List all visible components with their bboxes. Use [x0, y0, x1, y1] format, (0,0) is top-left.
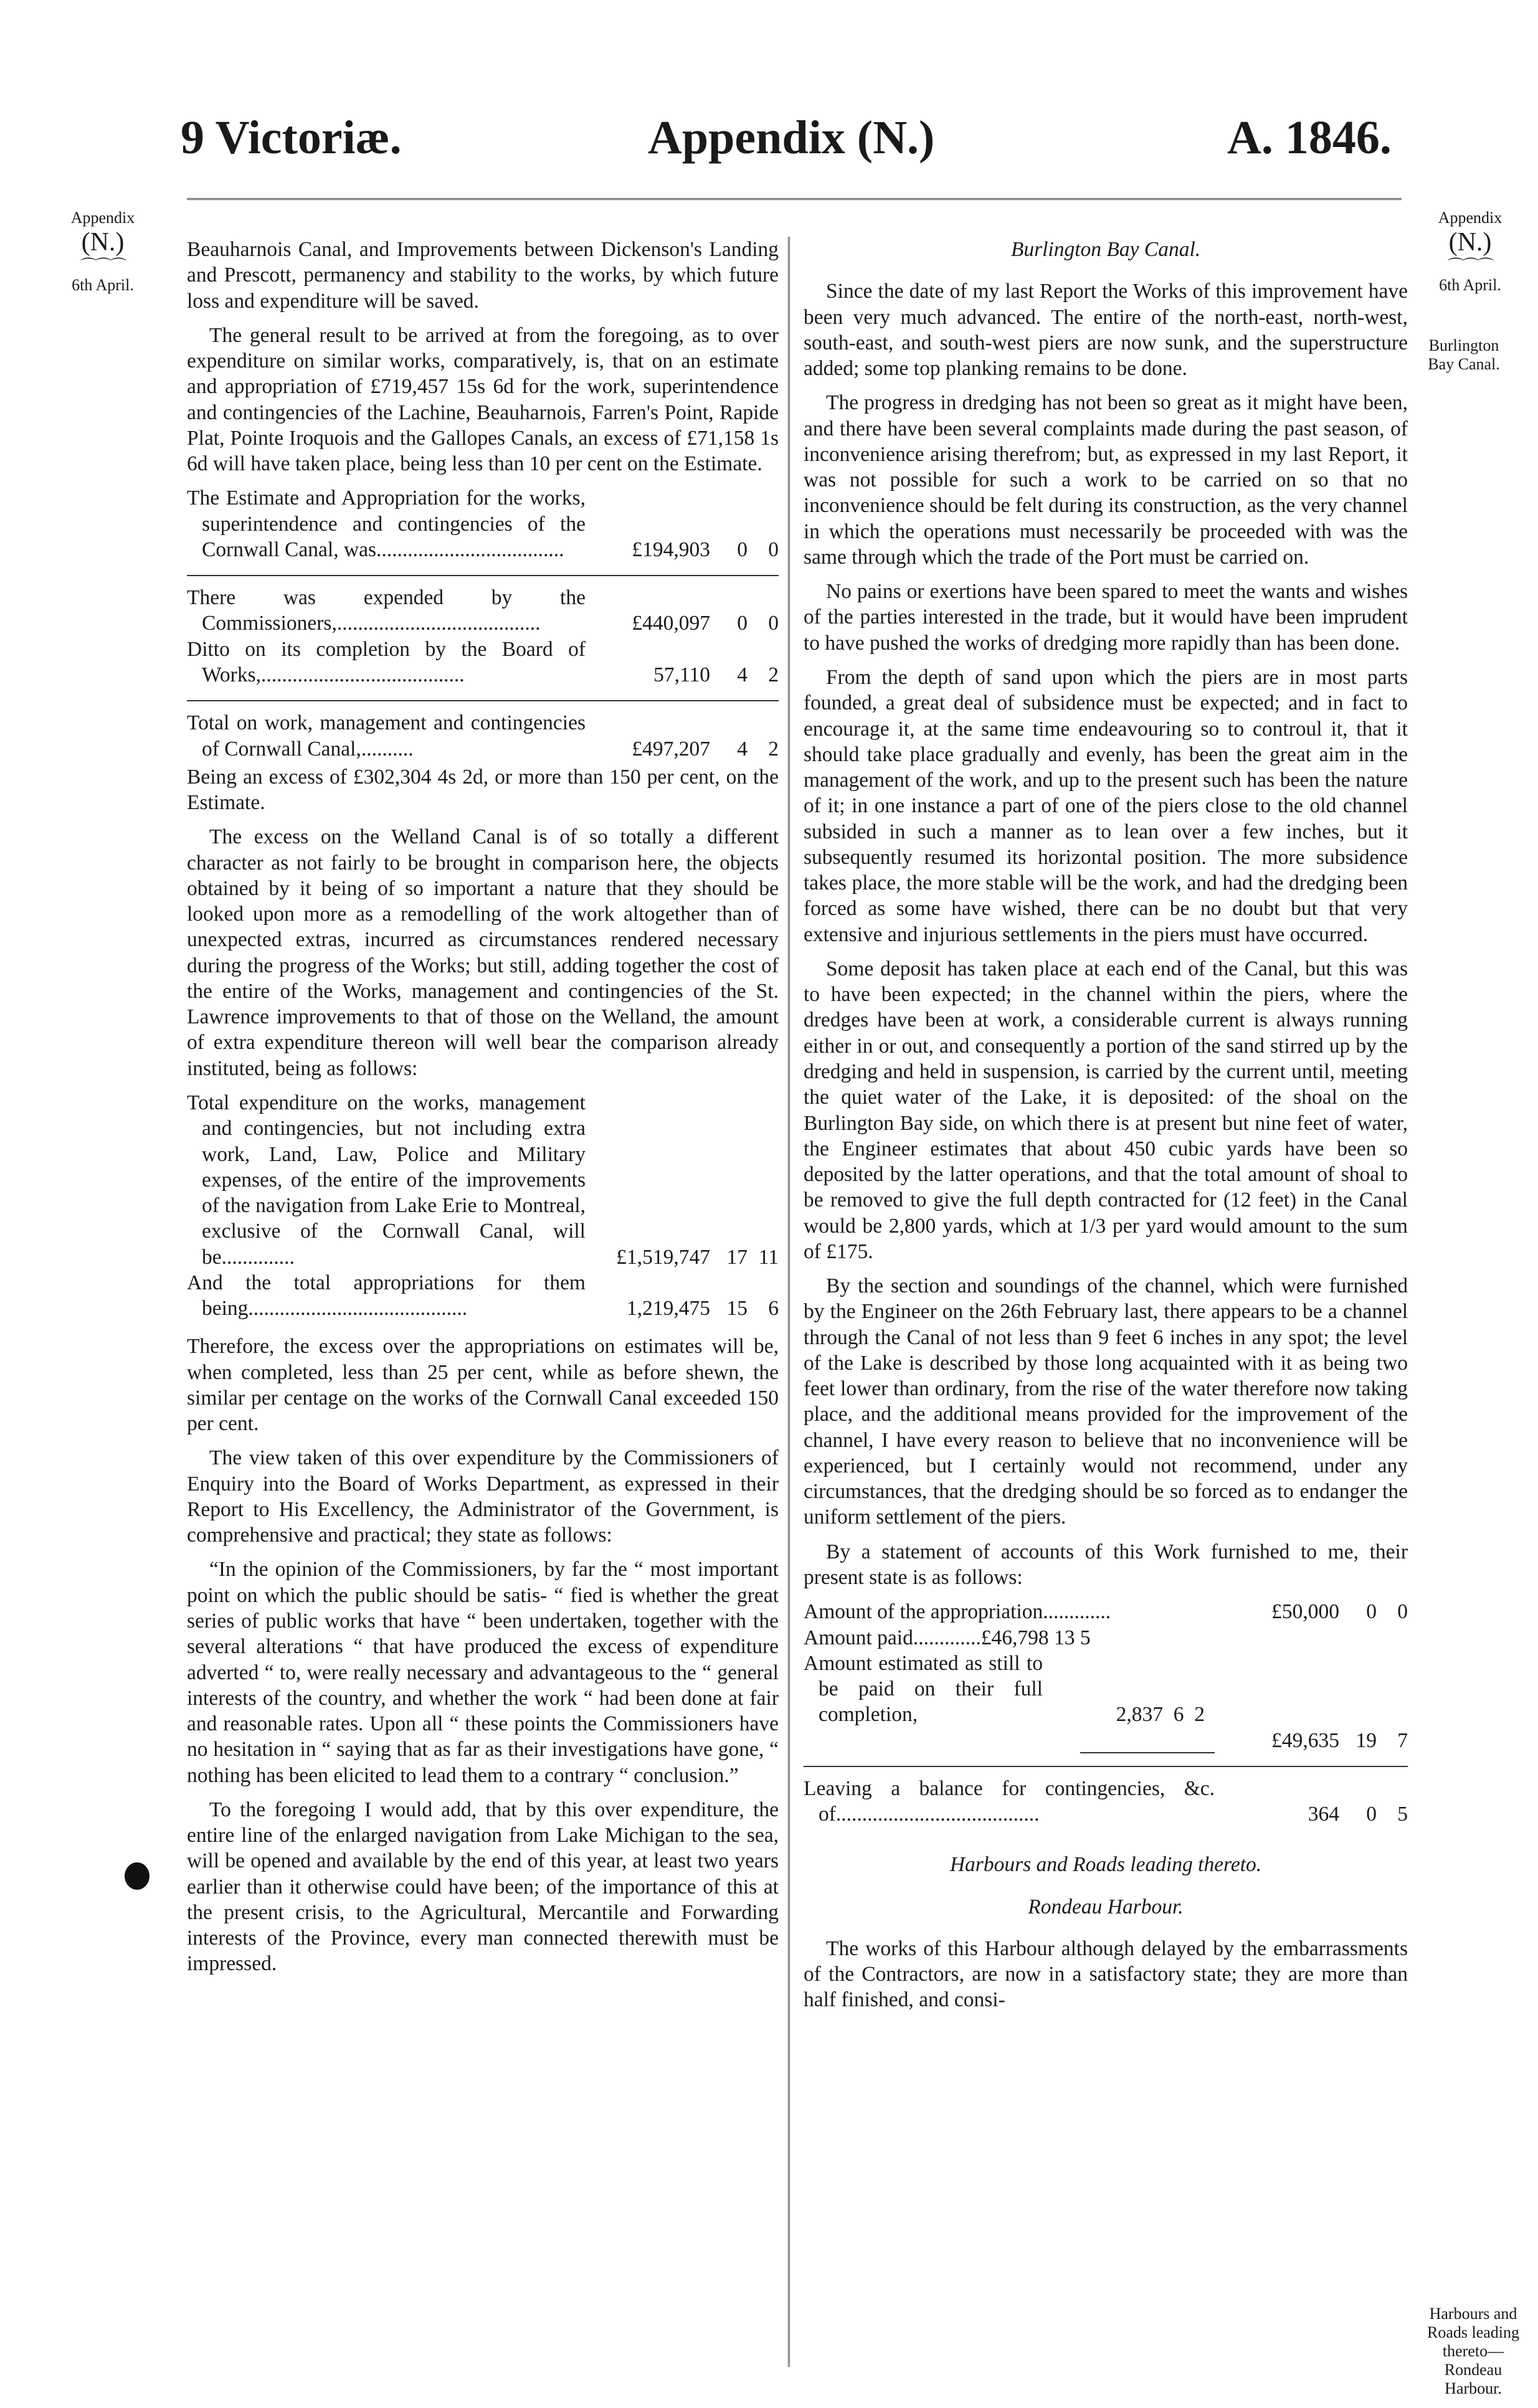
- column-divider: [788, 237, 790, 2367]
- cornwall-expended-ledger: [187, 585, 779, 688]
- right-margin-date: 6th April.: [1439, 276, 1501, 295]
- burlington-accounts: [804, 1599, 1408, 1753]
- ledger-row: Leaving a balance for contingencies, &c. of....................................... 364 0 5: [804, 1776, 1408, 1826]
- ledger-row: Amount estimated as still to be paid on their full completion, 2,837 6 2: [804, 1651, 1205, 1727]
- ledger-rule: [187, 575, 779, 576]
- total-expenditure-ledger: [187, 1090, 779, 1321]
- left-paragraph-6: The view taken of this over expenditure by the Commissioners of Enquiry into the Board of Works Department, as expressed in their Report to His Excellency, the Administrator of the Government, is comprehensive and practical; they state as follows:: [187, 1446, 779, 1547]
- left-margin-appendix: Appendix: [70, 209, 135, 227]
- section-title-harbours: Harbours and Roads leading thereto.: [949, 1853, 1262, 1877]
- right-margin-note: [1420, 209, 1520, 295]
- left-margin-letter: (N.): [81, 227, 125, 257]
- ledger-row: The Estimate and Appropriation for the works, superintendence and contingencies of the Cornwall Canal, was.................................... £194,903 0 0: [187, 486, 779, 561]
- right-paragraph-2: The progress in dredging has not been so great as it might have been, and there have been several complaints made during the past season, of inconvenience arising therefrom; but, as expressed in my last Report, it was not possible for such a work to be carried on so that no inconvenience should be felt during its construction, as the very channel in which the operations must necessarily be proceeded with was the same through which the trade of the Port must be carried on.: [804, 391, 1408, 569]
- ledger-row: £49,635 19 7: [804, 1728, 1408, 1753]
- ledger-row: And the total appropriations for them being.......................................... 1,219,475 15 6: [187, 1271, 779, 1320]
- cornwall-estimate-ledger: [187, 485, 779, 562]
- right-paragraph-1: Since the date of my last Report the Works of this improvement have been very much advanced. The entire of the north-east, north-west, south-east, and south-west piers are now sunk, and the superstructure added; some top planking remains to be done.: [804, 280, 1408, 381]
- right-paragraph-5: Some deposit has taken place at each end of the Canal, but this was to have been expected; in the channel within the piers, where the dredges have been at work, a considerable current is always running either in or out, and consequently a portion of the sand stirred up by the dredging and held in suspension, is carried by the current until, meeting the quiet water of the Lake, it is deposited: of the shoal on the Burlington Bay side, on which there is at present but nine feet of water, the Engineer estimates that about 450 cubic yards have been so deposited by the latter operations, and that the total amount of shoal to be removed to give the full depth contracted for (12 feet) in the Canal would be 2,800 yards, which at 1/3 per yard would amount to the sum of £175.: [804, 957, 1408, 1263]
- burlington-balance: [804, 1776, 1408, 1827]
- right-paragraph-7: By a statement of accounts of this Work furnished to me, their present state is as follows:: [804, 1540, 1408, 1590]
- left-quote: “In the opinion of the Commissioners, by far the “ most important point on which the public should be satis- “ fied is whether the great series of public works that have “ been undertaken, together with the several alterations “ that have produced the excess of expenditure adverted “ to, were really necessary and advantageous to the “ general interests of the country, and whether the work “ had been done at fair and reasonable rates. Upon all “ these points the Commissioners have no hesitation in “ saying that as far as their investigations have gone, “ nothing has been elicited to lead them to a contrary “ conclusion.”: [187, 1558, 779, 1787]
- right-margin-brace: ⌒⌒⌒: [1447, 257, 1493, 276]
- left-margin-date: 6th April.: [72, 276, 134, 295]
- section-title-burlington: Burlington Bay Canal.: [1010, 238, 1201, 261]
- header-session: 9 Victoriæ.: [181, 111, 402, 164]
- right-paragraph-6: By the section and soundings of the channel, which were furnished by the Engineer on the 26th February last, there appears to be a channel through the Canal of not less than 9 feet 6 inches in any spot; the level of the Lake is described by those long acquainted with it as being two feet lower than ordinary, from the rise of the water therefore now taking place, and the additional means provided for the improvement of the channel, I have every reason to believe that no inconvenience will be experienced, but I certainly would not recommend, under any circumstances, that the dredging should be so forced as to endanger the uniform settlement of the piers.: [804, 1274, 1408, 1529]
- ledger-rule: [804, 1766, 1408, 1767]
- ledger-rule: [187, 700, 779, 701]
- left-margin-brace: ⌒⌒⌒: [80, 257, 125, 276]
- right-column: [804, 237, 1408, 2022]
- right-margin-sidenote-harbours: Harbours and Roads leading thereto—Rondeau Harbour.: [1426, 2305, 1520, 2397]
- left-paragraph-8: To the foregoing I would add, that by this over expenditure, the entire line of the enlarged navigation from Lake Michigan to the sea, will be opened and available by the end of this year, at least two years earlier than it otherwise could have been; of the importance of this at the present crisis, to the Agricultural, Mercantile and Forwarding interests of the Province, every man connected therewith must be impressed.: [187, 1798, 779, 1976]
- cornwall-total-ledger: [187, 710, 779, 762]
- ledger-row: Total expenditure on the works, management and contingencies, but not including extra work, Land, Law, Police and Military expenses, of the entire of the improvements of the navigation from Lake Erie to Montreal, exclusive of the Cornwall Canal, will be.............. £1,519,747 17 11: [187, 1091, 779, 1269]
- left-column: [187, 237, 779, 1986]
- left-margin-note: [59, 209, 146, 295]
- ink-blot: [125, 1862, 150, 1890]
- header-year: A. 1846.: [1227, 111, 1392, 164]
- right-margin-sidenote-burlington: Burlington Bay Canal.: [1428, 336, 1500, 373]
- right-margin-appendix: Appendix: [1438, 209, 1502, 227]
- ledger-row: Amount of the appropriation............. £50,000 0 0: [804, 1600, 1408, 1624]
- left-paragraph-4: The excess on the Welland Canal is of so totally a different character as not fairly to be brought in comparison here, the objects obtained by it being of so important a nature that they should be looked upon more as a remodelling of the work altogether than of unexpected extras, incurred as circumstances rendered necessary during the progress of the Works; but still, adding together the cost of the entire of the Works, management and contingencies of the St. Lawrence improvements to that of those on the Welland, the amount of extra expenditure thereon will well bear the comparison already instituted, being as follows:: [187, 825, 779, 1080]
- right-paragraph-3: No pains or exertions have been spared to meet the wants and wishes of the parties interested in the trade, but it would have been imprudent to have pushed the works of dredging more rapidly than has been done.: [804, 580, 1408, 655]
- section-title-rondeau: Rondeau Harbour.: [1028, 1895, 1184, 1918]
- ledger-row: Amount paid.............£46,798 13 5: [804, 1626, 1091, 1649]
- ledger-row: Ditto on its completion by the Board of Works,....................................... 57,110 4 2: [187, 637, 779, 686]
- left-paragraph-3: Being an excess of £302,304 4s 2d, or more than 150 per cent, on the Estimate.: [187, 765, 779, 815]
- right-margin-letter: (N.): [1448, 227, 1492, 257]
- page-header: [0, 111, 1538, 186]
- left-paragraph-1: Beauharnois Canal, and Improvements between Dickenson's Landing and Prescott, permanency and stability to the works, by which future loss and expenditure will be saved.: [187, 238, 779, 313]
- ledger-row: There was expended by the Commissioners,....................................... £440,097 0 0: [187, 586, 779, 635]
- left-paragraph-2: The general result to be arrived at from the foregoing, as to over expenditure on similar works, comparatively, is, that on an estimate and appropriation of £719,457 15s 6d for the work, superintendence and contingencies of the Lachine, Beauharnois, Farren's Point, Rapide Plat, Pointe Iroquois and the Gallopes Canals, an excess of £71,158 1s 6d will have taken place, being less than 10 per cent on the Estimate.: [187, 323, 779, 476]
- right-paragraph-4: From the depth of sand upon which the piers are in most parts founded, a great deal of subsidence must be expected; and in fact to encourage it, at the same time endeavouring so to controul it, that it should take place gradually and evenly, has been the great aim in the management of the work, and up to the present such has been the nature of it; in one instance a part of one of the piers close to the old channel subsided in such a manner as to lean over a few inches, but it subsequently resumed its horizontal position. The more subsidence takes place, the more stable will be the work, and had the dredging been forced as some have wished, there can be no doubt but that very extensive and injurious settlements in the piers must have occurred.: [804, 665, 1408, 946]
- left-paragraph-5: Therefore, the excess over the appropriations on estimates will be, when completed, less than 25 per cent, while as before shewn, the similar per centage on the works of the Cornwall Canal exceeded 150 per cent.: [187, 1335, 779, 1436]
- header-appendix: Appendix (N.): [648, 111, 935, 164]
- header-rule: [187, 198, 1402, 200]
- right-paragraph-8: The works of this Harbour although delayed by the embarrassments of the Contractors, are now in a satisfactory state; they are more than half finished, and consi-: [804, 1936, 1408, 2012]
- ledger-row: Total on work, management and contingencies of Cornwall Canal,.......... £497,207 4 2: [187, 711, 779, 761]
